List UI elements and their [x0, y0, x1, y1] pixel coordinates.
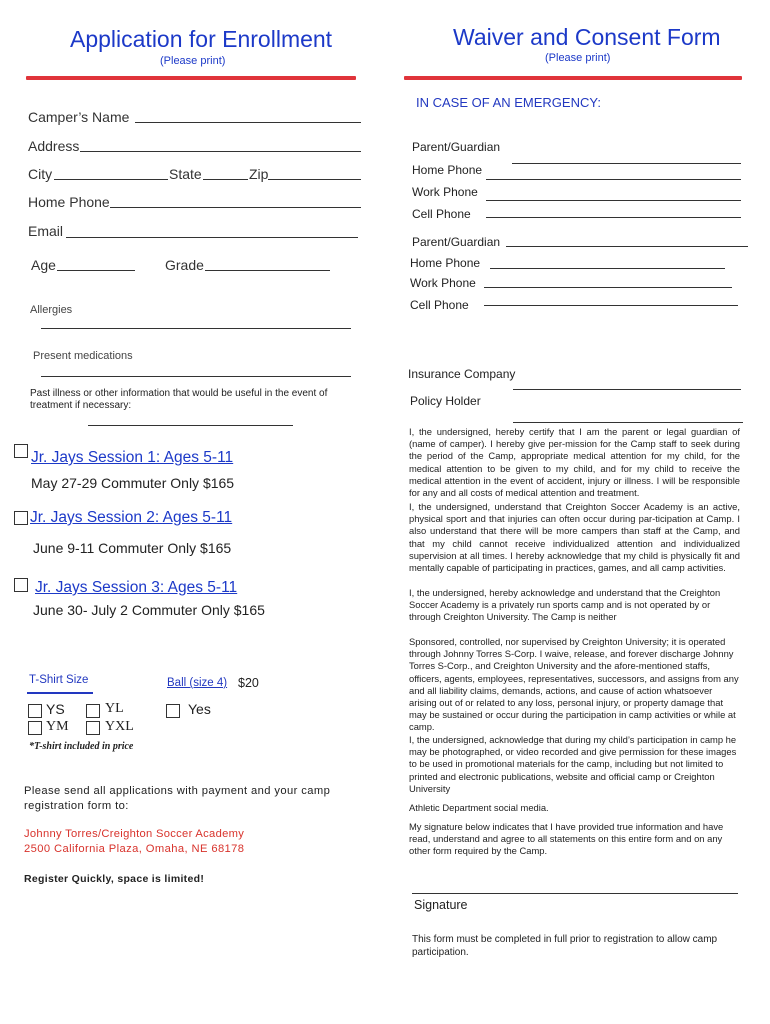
campers-name-label: Camper’s Name	[28, 109, 130, 125]
tshirt-note: *T-shirt included in price	[29, 741, 134, 752]
parent-guardian-1-label: Parent/Guardian	[412, 140, 501, 154]
policy-holder-label: Policy Holder	[410, 394, 481, 408]
enrollment-title: Application for Enrollment	[70, 26, 333, 52]
parent2-work-phone-label: Work Phone	[410, 276, 476, 290]
emergency-heading: IN CASE OF AN EMERGENCY:	[416, 95, 601, 110]
city-label: City	[28, 166, 53, 182]
waiver-paragraph-social: Athletic Department social media.	[409, 802, 549, 813]
medications-field[interactable]	[41, 376, 351, 377]
parent-guardian-2-field[interactable]	[506, 246, 748, 247]
allergies-field[interactable]	[41, 328, 351, 329]
zip-label: Zip	[249, 166, 269, 182]
tshirt-ym-checkbox[interactable]	[28, 721, 42, 735]
signature-field[interactable]	[412, 893, 738, 894]
session-3-checkbox[interactable]	[14, 578, 28, 592]
tshirt-yxl-label: YXL	[105, 719, 134, 734]
ball-yes-checkbox[interactable]	[166, 704, 180, 718]
waiver-subtitle: (Please print)	[545, 52, 611, 64]
waiver-paragraph-medical: I, the undersigned, hereby certify that I am the parent or legal guardian of (name of camper). I hereby give per-mission for the Camp staff to seek during the period of the Camp, appropriate medical attention for my child, for the medical attention to be given to my child, and for my child to receive the medical attention in the event of accident, injury or illness. I will be responsible for any and all costs of medical attention and treatment.	[409, 426, 740, 499]
city-field[interactable]	[54, 179, 168, 180]
completion-note: This form must be completed in full prior to registration to allow camp participation.	[412, 934, 718, 958]
parent-guardian-2-label: Parent/Guardian	[412, 235, 501, 249]
session-3-title: Jr. Jays Session 3: Ages 5-11	[35, 579, 238, 596]
age-label: Age	[31, 257, 56, 273]
send-applications-note: Please send all applications with payment and your camp registration form to:	[24, 785, 331, 812]
waiver-paragraph-photo: I, the undersigned, acknowledge that during my child’s participation in camp he may be photographed, or video recorded and give permission for these images to be used in promotional materials for the camp, including but not limited to printed and electronic publications, website and official camp or Creighton University	[409, 734, 737, 794]
tshirt-size-label: T-Shirt Size	[29, 674, 89, 686]
email-field[interactable]	[66, 237, 358, 238]
waiver-paragraph-private-camp: I, the undersigned, hereby acknowledge and understand that the Creighton Soccer Academy is a privately run sports camp and is not operated by or through Creighton University. The Camp is neither	[409, 587, 721, 623]
insurance-company-field[interactable]	[513, 389, 741, 390]
left-red-divider	[26, 76, 356, 80]
state-label: State	[169, 166, 202, 182]
parent1-home-phone-label: Home Phone	[412, 163, 483, 177]
right-red-divider	[404, 76, 742, 80]
register-quickly-note: Register Quickly, space is limited!	[24, 873, 205, 885]
tshirt-ys-checkbox[interactable]	[28, 704, 42, 718]
home-phone-field[interactable]	[110, 207, 361, 208]
session-1-detail: May 27-29 Commuter Only $165	[31, 475, 235, 491]
parent2-home-phone-field[interactable]	[490, 268, 725, 269]
past-illness-field[interactable]	[88, 425, 293, 426]
parent1-home-phone-field[interactable]	[512, 163, 741, 164]
grade-label: Grade	[165, 257, 204, 273]
medications-label: Present medications	[33, 350, 133, 362]
age-field[interactable]	[57, 270, 135, 271]
waiver-paragraph-signature: My signature below indicates that I have provided true information and have read, understand and agree to all statements on this entire form and on any other form required by the Camp.	[409, 821, 724, 857]
state-field[interactable]	[203, 179, 248, 180]
session-2-checkbox[interactable]	[14, 511, 28, 525]
allergies-label: Allergies	[30, 304, 73, 316]
parent1-home-phone-field-2[interactable]	[486, 179, 741, 180]
tshirt-underline	[27, 692, 93, 694]
parent1-work-phone-field[interactable]	[486, 200, 741, 201]
tshirt-yl-checkbox[interactable]	[86, 704, 100, 718]
parent1-work-phone-label: Work Phone	[412, 185, 478, 199]
parent2-cell-phone-label: Cell Phone	[410, 298, 469, 312]
mailing-address-line-2: 2500 California Plaza, Omaha, NE 68178	[24, 843, 245, 855]
ball-label: Ball (size 4)	[167, 677, 228, 689]
ball-price: $20	[238, 676, 259, 690]
signature-label: Signature	[414, 898, 468, 912]
campers-name-field[interactable]	[135, 122, 361, 123]
policy-holder-field[interactable]	[513, 422, 743, 423]
session-2-title: Jr. Jays Session 2: Ages 5-11	[30, 509, 233, 526]
waiver-title: Waiver and Consent Form	[453, 24, 721, 50]
past-illness-label: Past illness or other information that would be useful in the event of treatment if necessary:	[30, 388, 328, 412]
parent1-cell-phone-field[interactable]	[486, 217, 741, 218]
session-1-checkbox[interactable]	[14, 444, 28, 458]
session-1-title: Jr. Jays Session 1: Ages 5-11	[31, 449, 234, 466]
parent2-work-phone-field[interactable]	[484, 287, 732, 288]
enrollment-subtitle: (Please print)	[160, 55, 226, 67]
tshirt-ym-label: YM	[46, 719, 69, 734]
tshirt-yl-label: YL	[105, 701, 124, 716]
tshirt-ys-label: YS	[46, 701, 65, 717]
session-3-detail: June 30- July 2 Commuter Only $165	[33, 602, 265, 618]
parent2-cell-phone-field[interactable]	[484, 305, 738, 306]
address-label: Address	[28, 138, 80, 154]
mailing-address-line-1: Johnny Torres/Creighton Soccer Academy	[24, 828, 245, 840]
grade-field[interactable]	[205, 270, 330, 271]
tshirt-yxl-checkbox[interactable]	[86, 721, 100, 735]
ball-yes-label: Yes	[188, 701, 211, 717]
email-label: Email	[28, 223, 64, 239]
waiver-paragraph-risk: I, the undersigned, understand that Creighton Soccer Academy is an active, physical sport and that injuries can often occur during par-ticipation at Camp. I also understand that there will be more campers than staff at the Camp, and that my child cannot receive individualized attention and individualized supervision at all times. I hereby acknowledge that my child is physically fit and mentally capable of participating in practices, games, and all camp activities.	[409, 501, 740, 574]
insurance-company-label: Insurance Company	[408, 367, 516, 381]
address-field[interactable]	[80, 151, 361, 152]
zip-field[interactable]	[268, 179, 361, 180]
session-2-detail: June 9-11 Commuter Only $165	[33, 540, 232, 556]
parent1-cell-phone-label: Cell Phone	[412, 207, 471, 221]
parent2-home-phone-label: Home Phone	[410, 256, 481, 270]
home-phone-label: Home Phone	[28, 194, 110, 210]
waiver-paragraph-release: Sponsored, controlled, nor supervised by Creighton University; it is operated through Johnny Torres S-Corp. I waive, release, and forever discharge Johnny Torres S-Corp., and Creighton University and the afore-mentioned staffs, officers, agents, employees, representatives, successors, and assigns from any and all liability claims, demands, actions, and cause of action whatsoever arising out of or related to any loss, personal injury, or property damage that may be sustained or occur during the participation in camp activities or while at camp.	[409, 636, 739, 733]
